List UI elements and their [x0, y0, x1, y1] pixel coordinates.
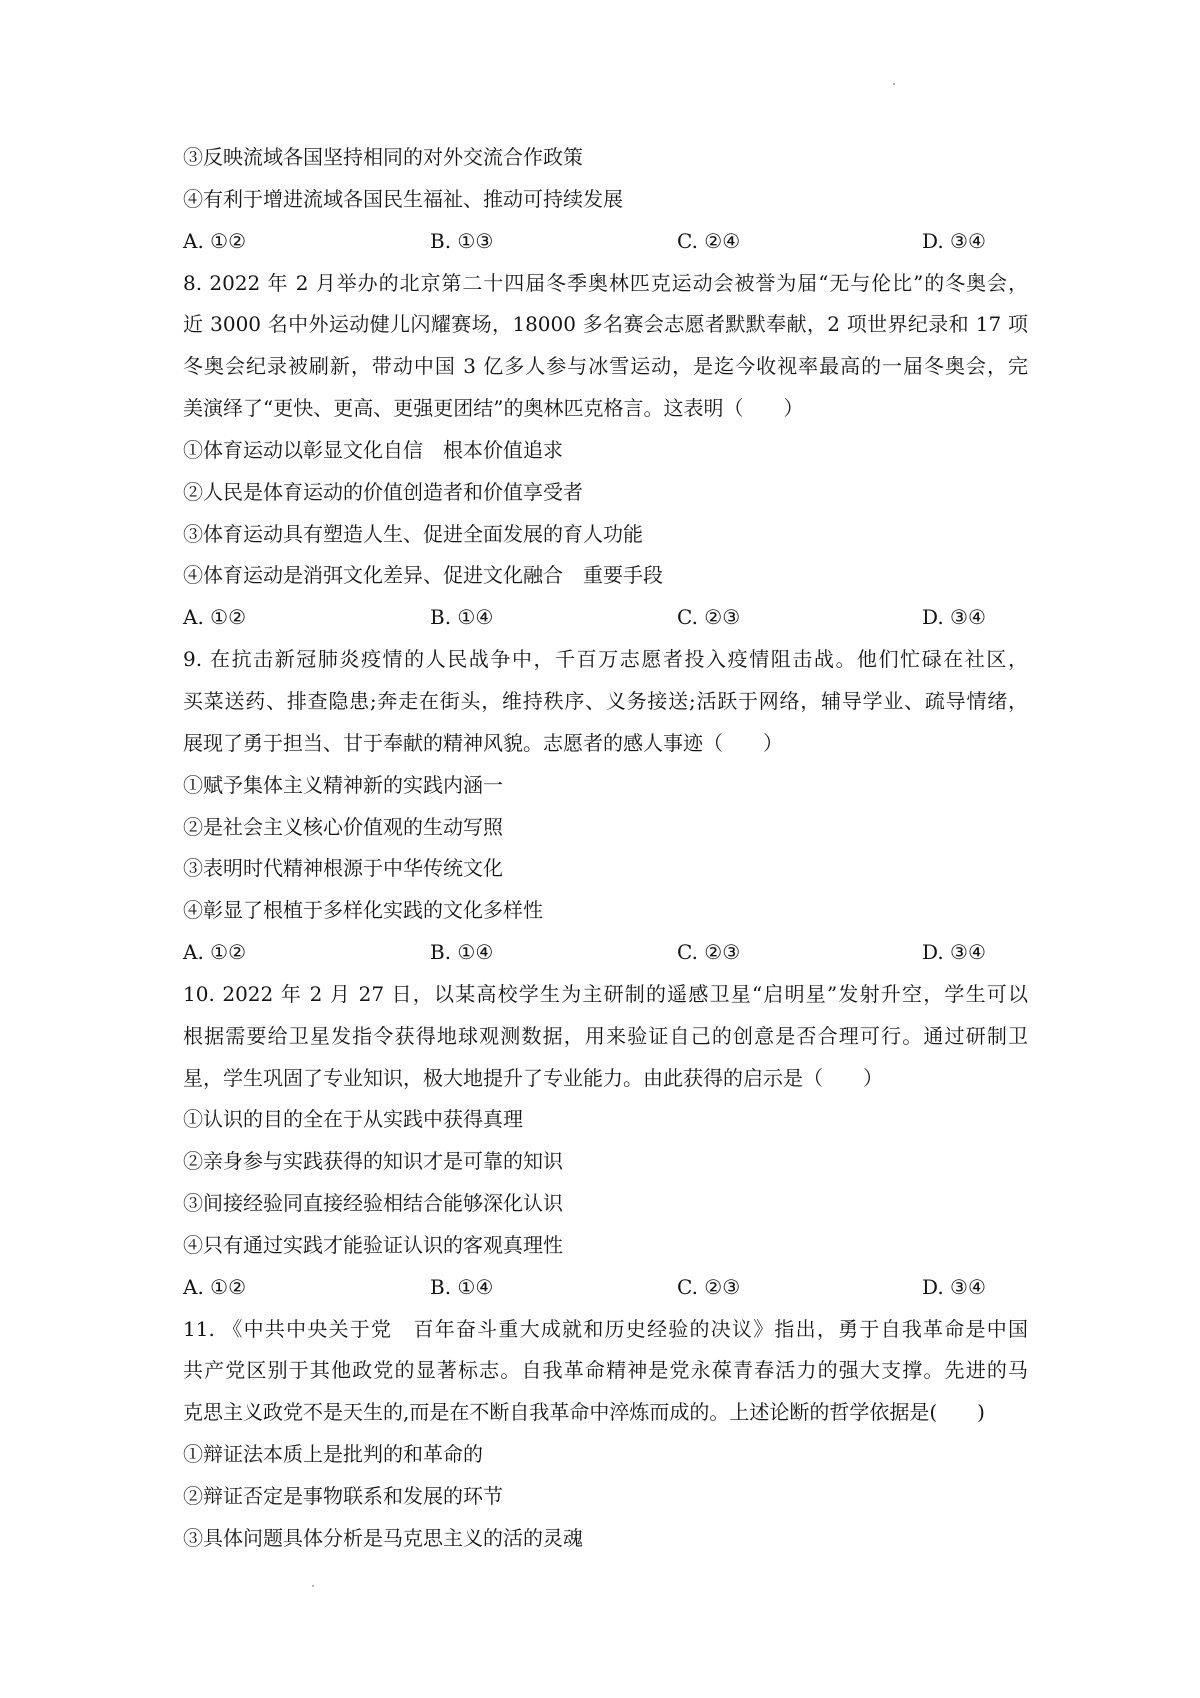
choice-statement: ①辩证法本质上是批判的和革命的	[183, 1442, 483, 1467]
choice-statement: ③反映流域各国坚持相同的对外交流合作政策	[183, 145, 583, 169]
option-c: C. ②③	[677, 1274, 741, 1299]
option-d: D. ③④	[922, 1274, 986, 1299]
answer-options	[183, 597, 1028, 639]
question-stem-line: 共产党区别于其他政党的显著标志。自我革命精神是党永葆青春活力的强大支撑。先进的马	[183, 1358, 1028, 1383]
option-b: B. ①③	[430, 228, 494, 253]
answer-options	[183, 932, 1028, 974]
choice-statement: ④有利于增进流域各国民生福祉、推动可持续发展	[183, 186, 623, 211]
question-stem-line: 冬奥会纪录被刷新，带动中国 3 亿多人参与冰雪运动，是迄今收视率最高的一届冬奥会，完	[183, 354, 1028, 379]
question-stem-line: 克思主义政党不是天生的,而是在不断自我革命中淬炼而成的。上述论断的哲学依据是( )	[183, 1400, 985, 1425]
choice-statement: ②辩证否定是事物联系和发展的环节	[183, 1484, 503, 1508]
choice-statement: ③间接经验同直接经验相结合能够深化认识	[183, 1191, 563, 1216]
question-7-continued	[183, 137, 1028, 263]
answer-options	[183, 1267, 1028, 1309]
choice-statement: ③体育运动具有塑造人生、促进全面发展的育人功能	[183, 521, 643, 546]
answer-options	[183, 221, 1028, 263]
scan-dot	[893, 83, 895, 85]
choice-statement: ②是社会主义核心价值观的生动写照	[183, 814, 503, 839]
option-a: A. ①②	[183, 228, 247, 253]
choice-statement: ④彰显了根植于多样化实践的文化多样性	[183, 898, 543, 923]
option-b: B. ①④	[430, 605, 494, 630]
question-stem-line: 11. 《中共中央关于党 百年奋斗重大成就和历史经验的决议》指出，勇于自我革命是中国	[183, 1316, 1028, 1341]
choice-statement: ④体育运动是消弭文化差异、促进文化融合 重要手段	[183, 563, 663, 588]
question-10	[183, 974, 1028, 1309]
question-stem-line: 9. 在抗击新冠肺炎疫情的人民战争中，千百万志愿者投入疫情阻击战。他们忙碌在社区，	[183, 647, 1028, 672]
choice-statement: ②人民是体育运动的价值创造者和价值享受者	[183, 479, 583, 504]
option-d: D. ③④	[922, 605, 986, 630]
option-a: A. ①②	[183, 605, 247, 630]
question-stem-line: 8. 2022 年 2 月举办的北京第二十四届冬季奥林匹克运动会被誉为届“无与伦比”的冬奥会，	[183, 270, 1028, 295]
option-d: D. ③④	[922, 228, 986, 253]
choice-statement: ①体育运动以彰显文化自信 根本价值追求	[183, 437, 563, 462]
question-stem-line: 近 3000 名中外运动健儿闪耀赛场，18000 多名赛会志愿者默默奉献，2 项世界纪录和 17 项	[183, 312, 1028, 337]
option-a: A. ①②	[183, 1274, 247, 1299]
option-b: B. ①④	[430, 1274, 494, 1299]
page-content	[183, 137, 1028, 1560]
option-c: C. ②③	[677, 940, 741, 965]
question-stem-line: 美演绎了“更快、更高、更强更团结”的奥林匹克格言。这表明（ ）	[183, 396, 804, 421]
choice-statement: ①认识的目的全在于从实践中获得真理	[183, 1107, 523, 1132]
option-b: B. ①④	[430, 940, 494, 965]
choice-statement: ②亲身参与实践获得的知识才是可靠的知识	[183, 1149, 563, 1174]
question-9	[183, 639, 1028, 974]
choice-statement: ③表明时代精神根源于中华传统文化	[183, 856, 503, 881]
choice-statement: ③具体问题具体分析是马克思主义的活的灵魂	[183, 1525, 583, 1550]
question-stem-line: 10. 2022 年 2 月 27 日，以某高校学生为主研制的遥感卫星“启明星”发射升空，学生可以	[183, 981, 1028, 1006]
question-stem-line: 星，学生巩固了专业知识，极大地提升了专业能力。由此获得的启示是（ ）	[183, 1065, 883, 1090]
question-8	[183, 263, 1028, 640]
question-stem-line: 根据需要给卫星发指令获得地球观测数据，用来验证自己的创意是否合理可行。通过研制卫	[183, 1023, 1028, 1048]
question-stem-line: 展现了勇于担当、甘于奉献的精神风貌。志愿者的感人事迹（ ）	[183, 730, 783, 755]
option-c: C. ②④	[677, 228, 741, 253]
option-d: D. ③④	[922, 940, 986, 965]
scan-dot	[312, 1585, 314, 1587]
question-stem-line: 买菜送药、排查隐患;奔走在街头，维持秩序、义务接送;活跃于网络，辅导学业、疏导情绪，	[183, 688, 1028, 713]
option-a: A. ①②	[183, 940, 247, 965]
choice-statement: ①赋予集体主义精神新的实践内涵一	[183, 772, 503, 797]
question-11	[183, 1309, 1028, 1560]
option-c: C. ②③	[677, 605, 741, 630]
choice-statement: ④只有通过实践才能验证认识的客观真理性	[183, 1232, 563, 1257]
